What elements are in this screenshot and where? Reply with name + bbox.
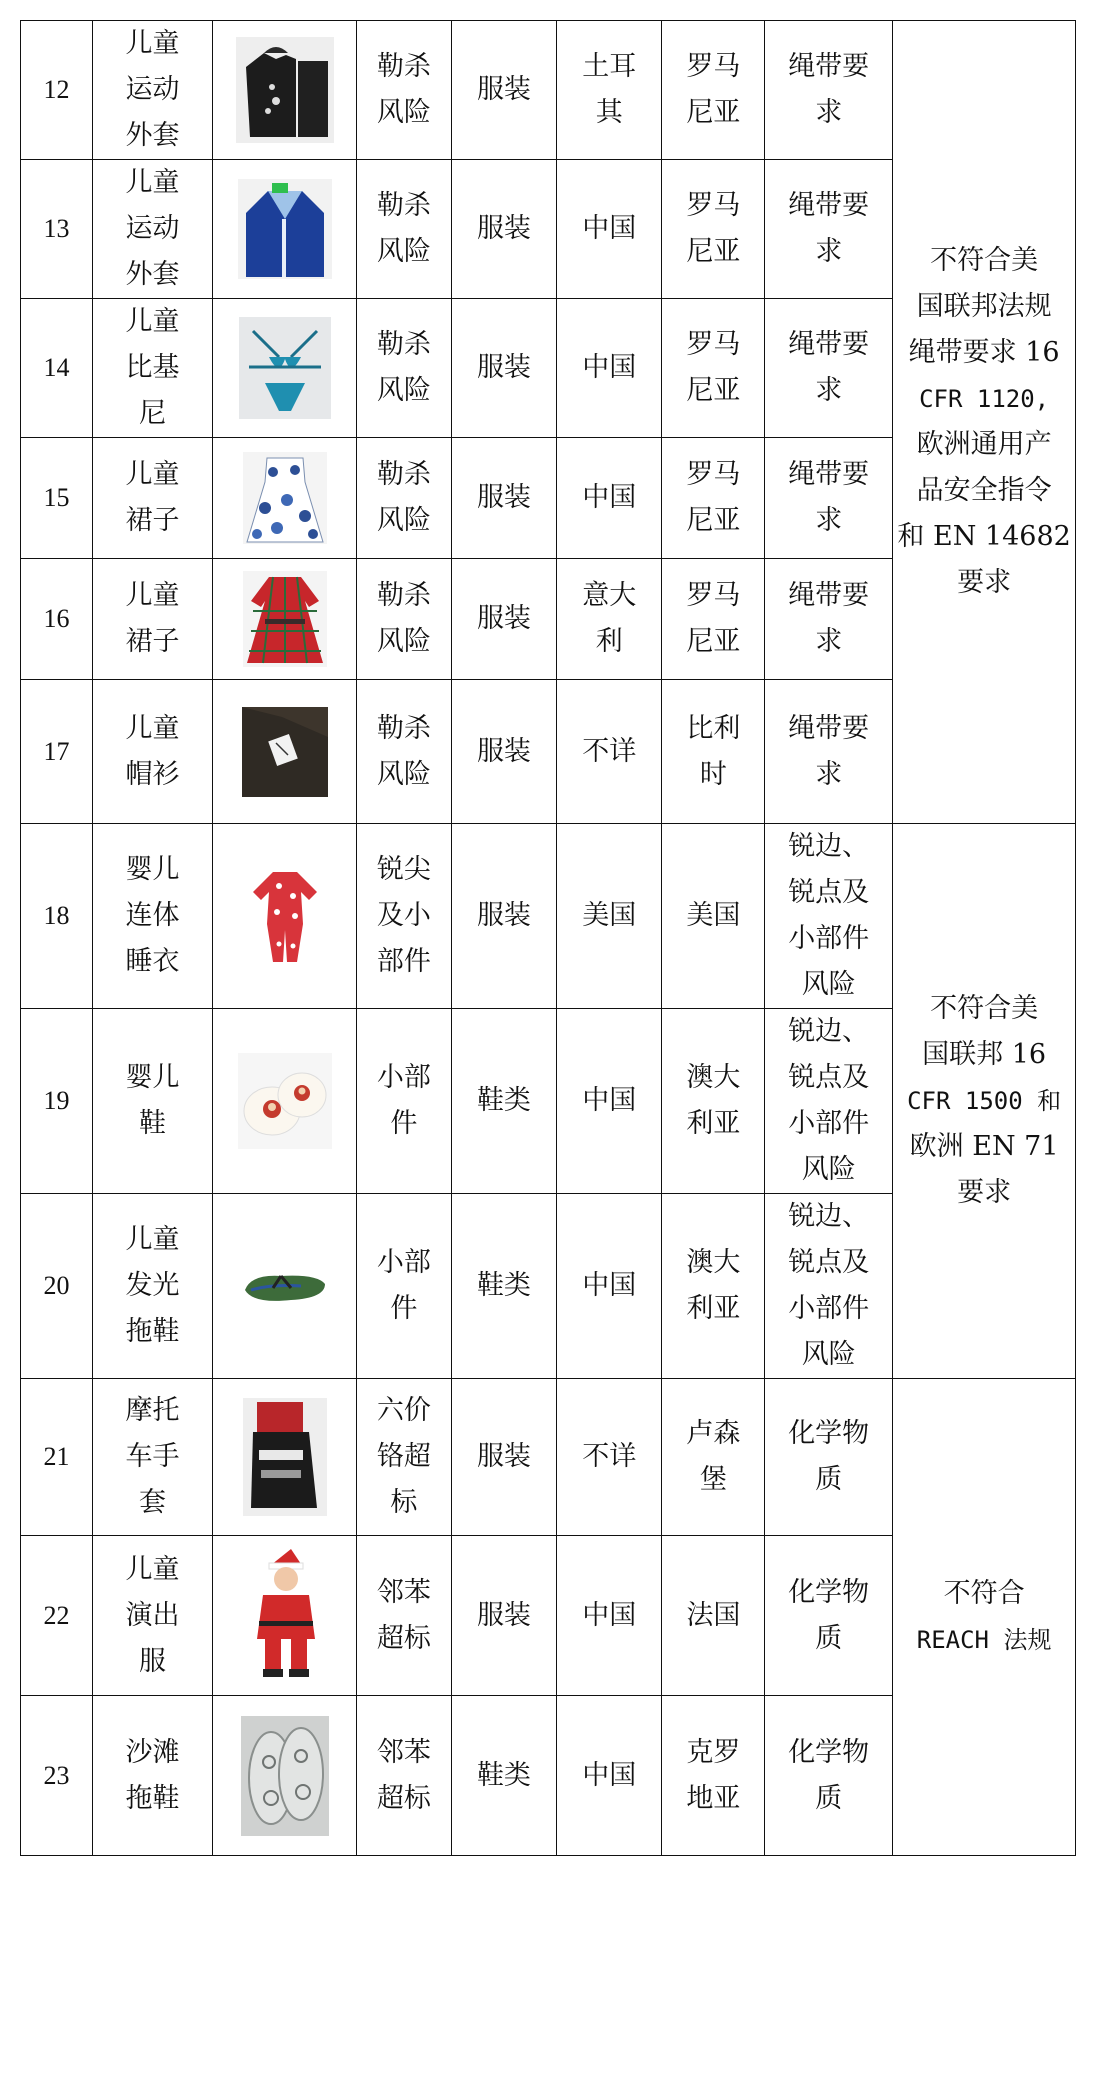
notifying-country: 比利 时	[662, 680, 765, 824]
hoodie-brown-icon	[242, 707, 328, 797]
row-number: 23	[21, 1696, 93, 1856]
origin-country: 中国	[557, 160, 662, 299]
hoodie-black-icon	[236, 37, 334, 143]
risk-type: 勒杀 风险	[357, 299, 452, 438]
category: 鞋类	[451, 1009, 556, 1194]
risk-type: 勒杀 风险	[357, 160, 452, 299]
origin-country: 不详	[557, 680, 662, 824]
risk-type: 勒杀 风险	[357, 21, 452, 160]
recall-table	[20, 20, 1076, 1856]
measure: 绳带要 求	[765, 21, 893, 160]
product-name: 儿童 裙子	[93, 438, 213, 559]
risk-type: 邻苯 超标	[357, 1696, 452, 1856]
category: 服装	[451, 824, 556, 1009]
product-name: 婴儿 连体 睡衣	[93, 824, 213, 1009]
product-image	[213, 21, 357, 160]
plaid-dress-icon	[243, 571, 327, 667]
notifying-country: 澳大 利亚	[662, 1194, 765, 1379]
product-name: 儿童 发光 拖鞋	[93, 1194, 213, 1379]
table-row	[21, 21, 1076, 160]
risk-type: 小部 件	[357, 1009, 452, 1194]
product-image	[213, 1536, 357, 1696]
product-image	[213, 824, 357, 1009]
notifying-country: 克罗 地亚	[662, 1696, 765, 1856]
risk-type: 锐尖 及小 部件	[357, 824, 452, 1009]
measure: 化学物 质	[765, 1379, 893, 1536]
beach-slipper-icon	[241, 1716, 329, 1836]
measure: 锐边、 锐点及 小部件 风险	[765, 1009, 893, 1194]
measure: 化学物 质	[765, 1536, 893, 1696]
measure: 锐边、 锐点及 小部件 风险	[765, 824, 893, 1009]
row-number: 20	[21, 1194, 93, 1379]
product-name: 儿童 帽衫	[93, 680, 213, 824]
regulation-small-parts: 不符合美 国联邦 16 CFR 1500 和 欧洲 EN 71 要求	[893, 824, 1076, 1379]
risk-type: 六价 铬超 标	[357, 1379, 452, 1536]
product-name: 婴儿 鞋	[93, 1009, 213, 1194]
risk-type: 勒杀 风险	[357, 438, 452, 559]
row-number: 12	[21, 21, 93, 160]
measure: 绳带要 求	[765, 559, 893, 680]
row-number: 16	[21, 559, 93, 680]
regulation-reach: 不符合 REACH 法规	[893, 1379, 1076, 1856]
row-number: 21	[21, 1379, 93, 1536]
notifying-country: 罗马 尼亚	[662, 438, 765, 559]
product-name: 儿童 裙子	[93, 559, 213, 680]
category: 服装	[451, 1536, 556, 1696]
romper-icon	[245, 866, 325, 966]
notifying-country: 卢森 堡	[662, 1379, 765, 1536]
product-name: 儿童 运动 外套	[93, 21, 213, 160]
row-number: 22	[21, 1536, 93, 1696]
category: 服装	[451, 299, 556, 438]
origin-country: 意大 利	[557, 559, 662, 680]
category: 服装	[451, 680, 556, 824]
table-row	[21, 824, 1076, 1009]
product-name: 儿童 运动 外套	[93, 160, 213, 299]
category: 服装	[451, 21, 556, 160]
risk-type: 小部 件	[357, 1194, 452, 1379]
flip-flop-icon	[241, 1264, 329, 1308]
row-number: 17	[21, 680, 93, 824]
notifying-country: 罗马 尼亚	[662, 559, 765, 680]
notifying-country: 法国	[662, 1536, 765, 1696]
category: 服装	[451, 1379, 556, 1536]
origin-country: 中国	[557, 299, 662, 438]
row-number: 15	[21, 438, 93, 559]
floral-dress-icon	[243, 452, 327, 544]
product-image	[213, 1009, 357, 1194]
category: 服装	[451, 559, 556, 680]
santa-costume-icon	[245, 1547, 325, 1685]
bikini-icon	[239, 317, 331, 419]
row-number: 14	[21, 299, 93, 438]
product-image	[213, 438, 357, 559]
origin-country: 中国	[557, 1009, 662, 1194]
product-name: 摩托 车手 套	[93, 1379, 213, 1536]
notifying-country: 澳大 利亚	[662, 1009, 765, 1194]
notifying-country: 罗马 尼亚	[662, 299, 765, 438]
origin-country: 中国	[557, 1536, 662, 1696]
product-name: 沙滩 拖鞋	[93, 1696, 213, 1856]
table-row	[21, 1379, 1076, 1536]
product-name: 儿童 比基 尼	[93, 299, 213, 438]
origin-country: 中国	[557, 1194, 662, 1379]
row-number: 18	[21, 824, 93, 1009]
row-number: 13	[21, 160, 93, 299]
product-image	[213, 1696, 357, 1856]
risk-type: 勒杀 风险	[357, 680, 452, 824]
notifying-country: 美国	[662, 824, 765, 1009]
row-number: 19	[21, 1009, 93, 1194]
measure: 绳带要 求	[765, 680, 893, 824]
risk-type: 邻苯 超标	[357, 1536, 452, 1696]
origin-country: 不详	[557, 1379, 662, 1536]
category: 鞋类	[451, 1696, 556, 1856]
product-image	[213, 160, 357, 299]
jacket-blue-icon	[238, 179, 332, 279]
notifying-country: 罗马 尼亚	[662, 160, 765, 299]
measure: 锐边、 锐点及 小部件 风险	[765, 1194, 893, 1379]
category: 服装	[451, 438, 556, 559]
origin-country: 中国	[557, 1696, 662, 1856]
measure: 绳带要 求	[765, 299, 893, 438]
risk-type: 勒杀 风险	[357, 559, 452, 680]
product-image	[213, 1194, 357, 1379]
category: 服装	[451, 160, 556, 299]
baby-shoes-icon	[238, 1053, 332, 1149]
product-image	[213, 299, 357, 438]
measure: 绳带要 求	[765, 160, 893, 299]
product-image	[213, 1379, 357, 1536]
measure: 绳带要 求	[765, 438, 893, 559]
origin-country: 美国	[557, 824, 662, 1009]
regulation-strings: 不符合美 国联邦法规 绳带要求 16 CFR 1120, 欧洲通用产 品安全指令 和 EN 14682 要求	[893, 21, 1076, 824]
measure: 化学物 质	[765, 1696, 893, 1856]
glove-icon	[243, 1398, 327, 1516]
product-name: 儿童 演出 服	[93, 1536, 213, 1696]
origin-country: 土耳 其	[557, 21, 662, 160]
product-image	[213, 559, 357, 680]
origin-country: 中国	[557, 438, 662, 559]
notifying-country: 罗马 尼亚	[662, 21, 765, 160]
category: 鞋类	[451, 1194, 556, 1379]
product-image	[213, 680, 357, 824]
